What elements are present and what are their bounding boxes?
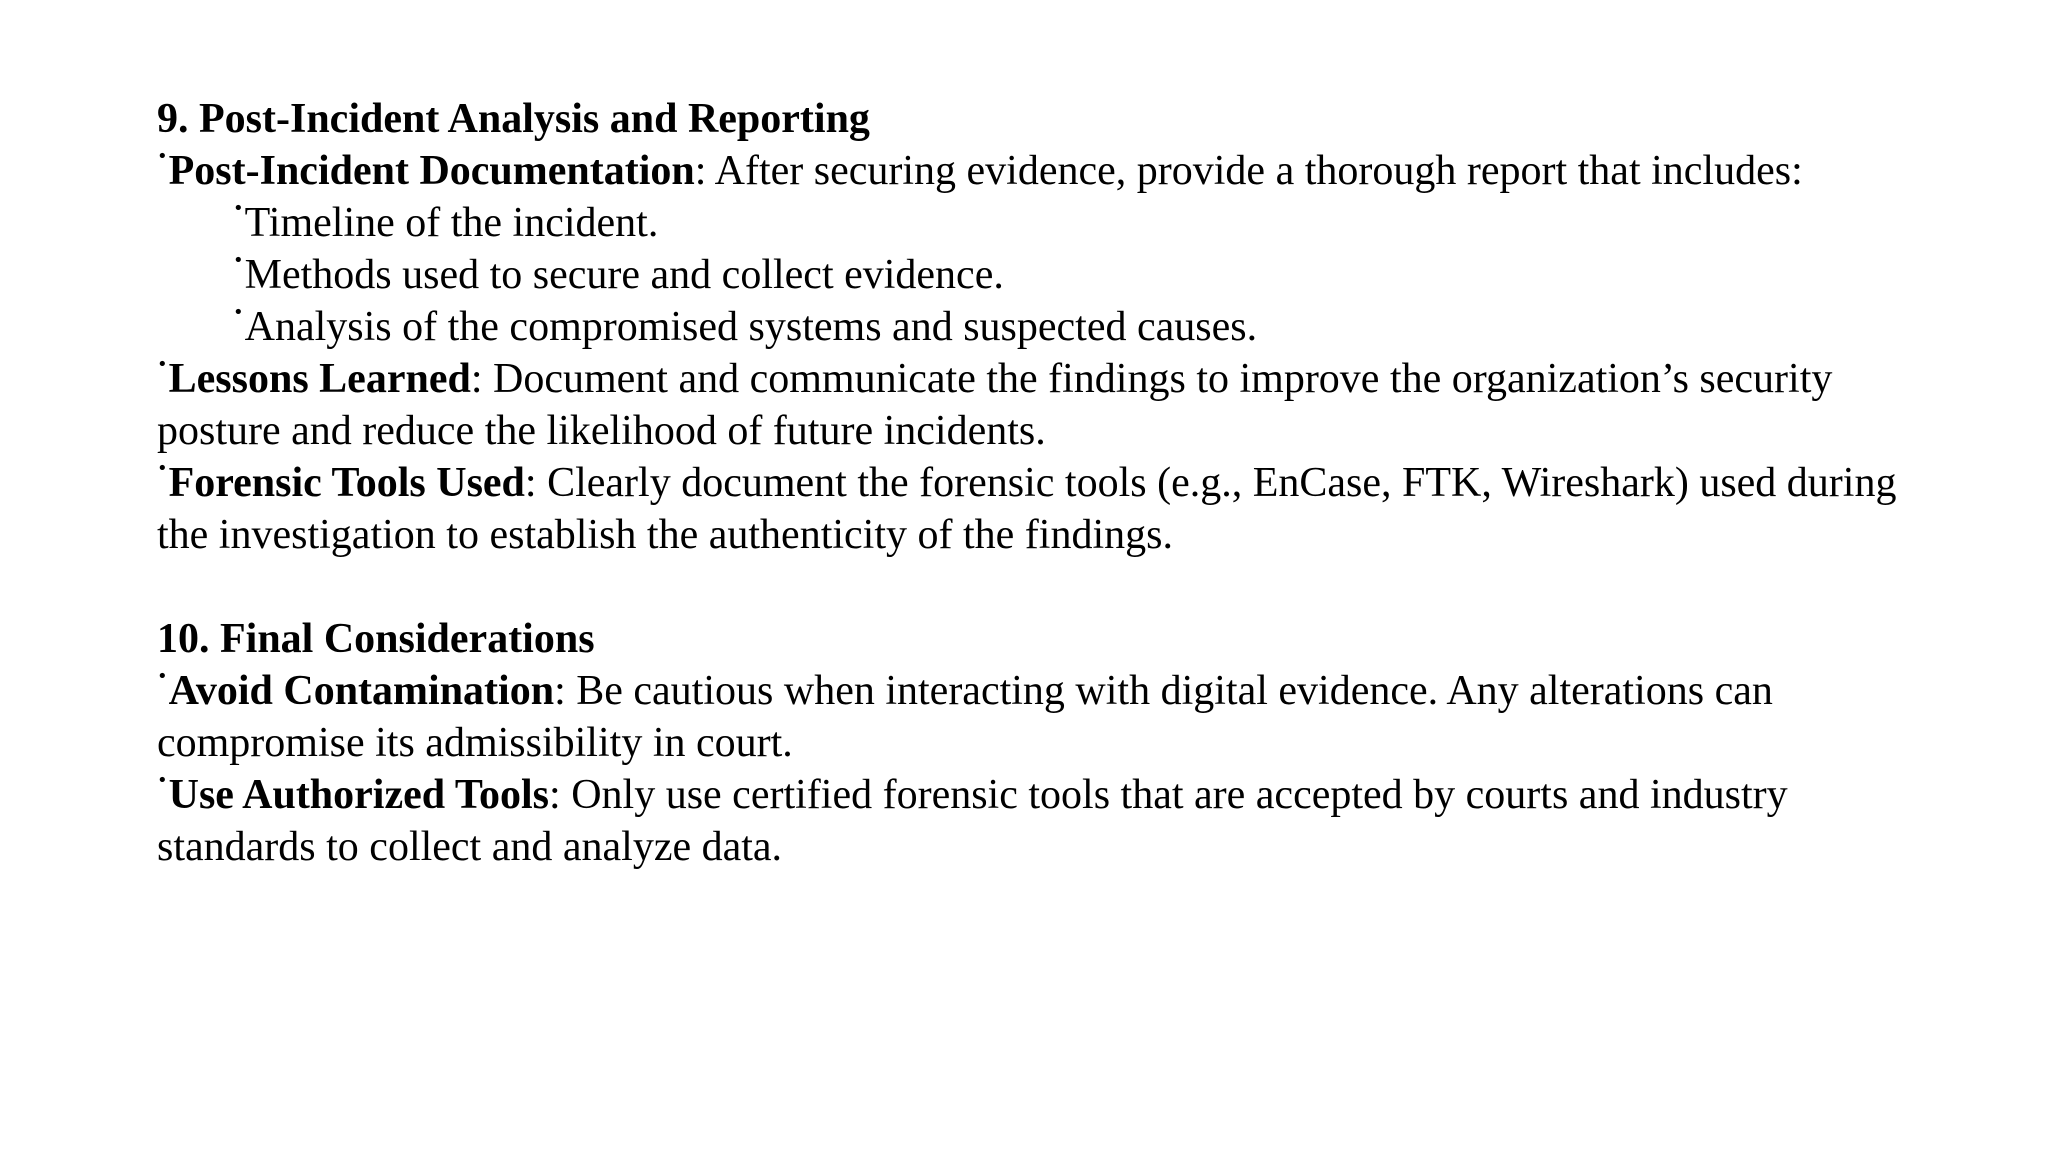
bullet-icon: • xyxy=(233,250,244,271)
item-text: : Clearly document the forensic tools (e.g., EnCase, FTK, Wireshark) used during the investigation to establish the authenticity of the findings. xyxy=(157,460,1897,558)
section-heading-post-incident: 9. Post-Incident Analysis and Reporting xyxy=(157,96,870,142)
bullet-icon: • xyxy=(233,302,244,323)
list-item-post-incident-documentation xyxy=(157,145,1917,197)
list-item-lessons-learned xyxy=(157,353,1917,457)
bullet-icon: • xyxy=(233,198,244,219)
list-item-forensic-tools-used xyxy=(157,457,1917,561)
section-spacer xyxy=(157,561,1917,613)
sub-item-text: Methods used to secure and collect evidence. xyxy=(244,252,1004,298)
item-term: Post-Incident Documentation xyxy=(168,148,695,194)
list-item-avoid-contamination xyxy=(157,665,1917,769)
bullet-icon: • xyxy=(157,146,168,167)
item-term: Use Authorized Tools xyxy=(168,772,550,818)
sub-list-item-analysis xyxy=(157,301,1917,353)
item-term: Lessons Learned xyxy=(168,356,471,402)
item-term: Forensic Tools Used xyxy=(168,460,525,506)
sub-item-text: Timeline of the incident. xyxy=(244,200,659,246)
slide-content xyxy=(157,93,1917,873)
sub-item-text: Analysis of the compromised systems and suspected causes. xyxy=(244,304,1258,350)
section-heading-final-considerations: 10. Final Considerations xyxy=(157,616,595,662)
bullet-icon: • xyxy=(157,666,168,687)
item-text: : Only use certified forensic tools that are accepted by courts and industry standards to collect and analyze data. xyxy=(157,772,1788,870)
bullet-icon: • xyxy=(157,458,168,479)
bullet-icon: • xyxy=(157,770,168,791)
sub-list-item-methods xyxy=(157,249,1917,301)
bullet-icon: • xyxy=(157,354,168,375)
item-text: : After securing evidence, provide a thorough report that includes: xyxy=(694,148,1803,194)
item-text: : Document and communicate the findings to improve the organization’s security posture and reduce the likelihood of future incidents. xyxy=(157,356,1833,454)
list-item-use-authorized-tools xyxy=(157,769,1917,873)
item-term: Avoid Contamination xyxy=(168,668,555,714)
item-text: : Be cautious when interacting with digital evidence. Any alterations can compromise its admissibility in court. xyxy=(157,668,1773,766)
sub-list-item-timeline xyxy=(157,197,1917,249)
